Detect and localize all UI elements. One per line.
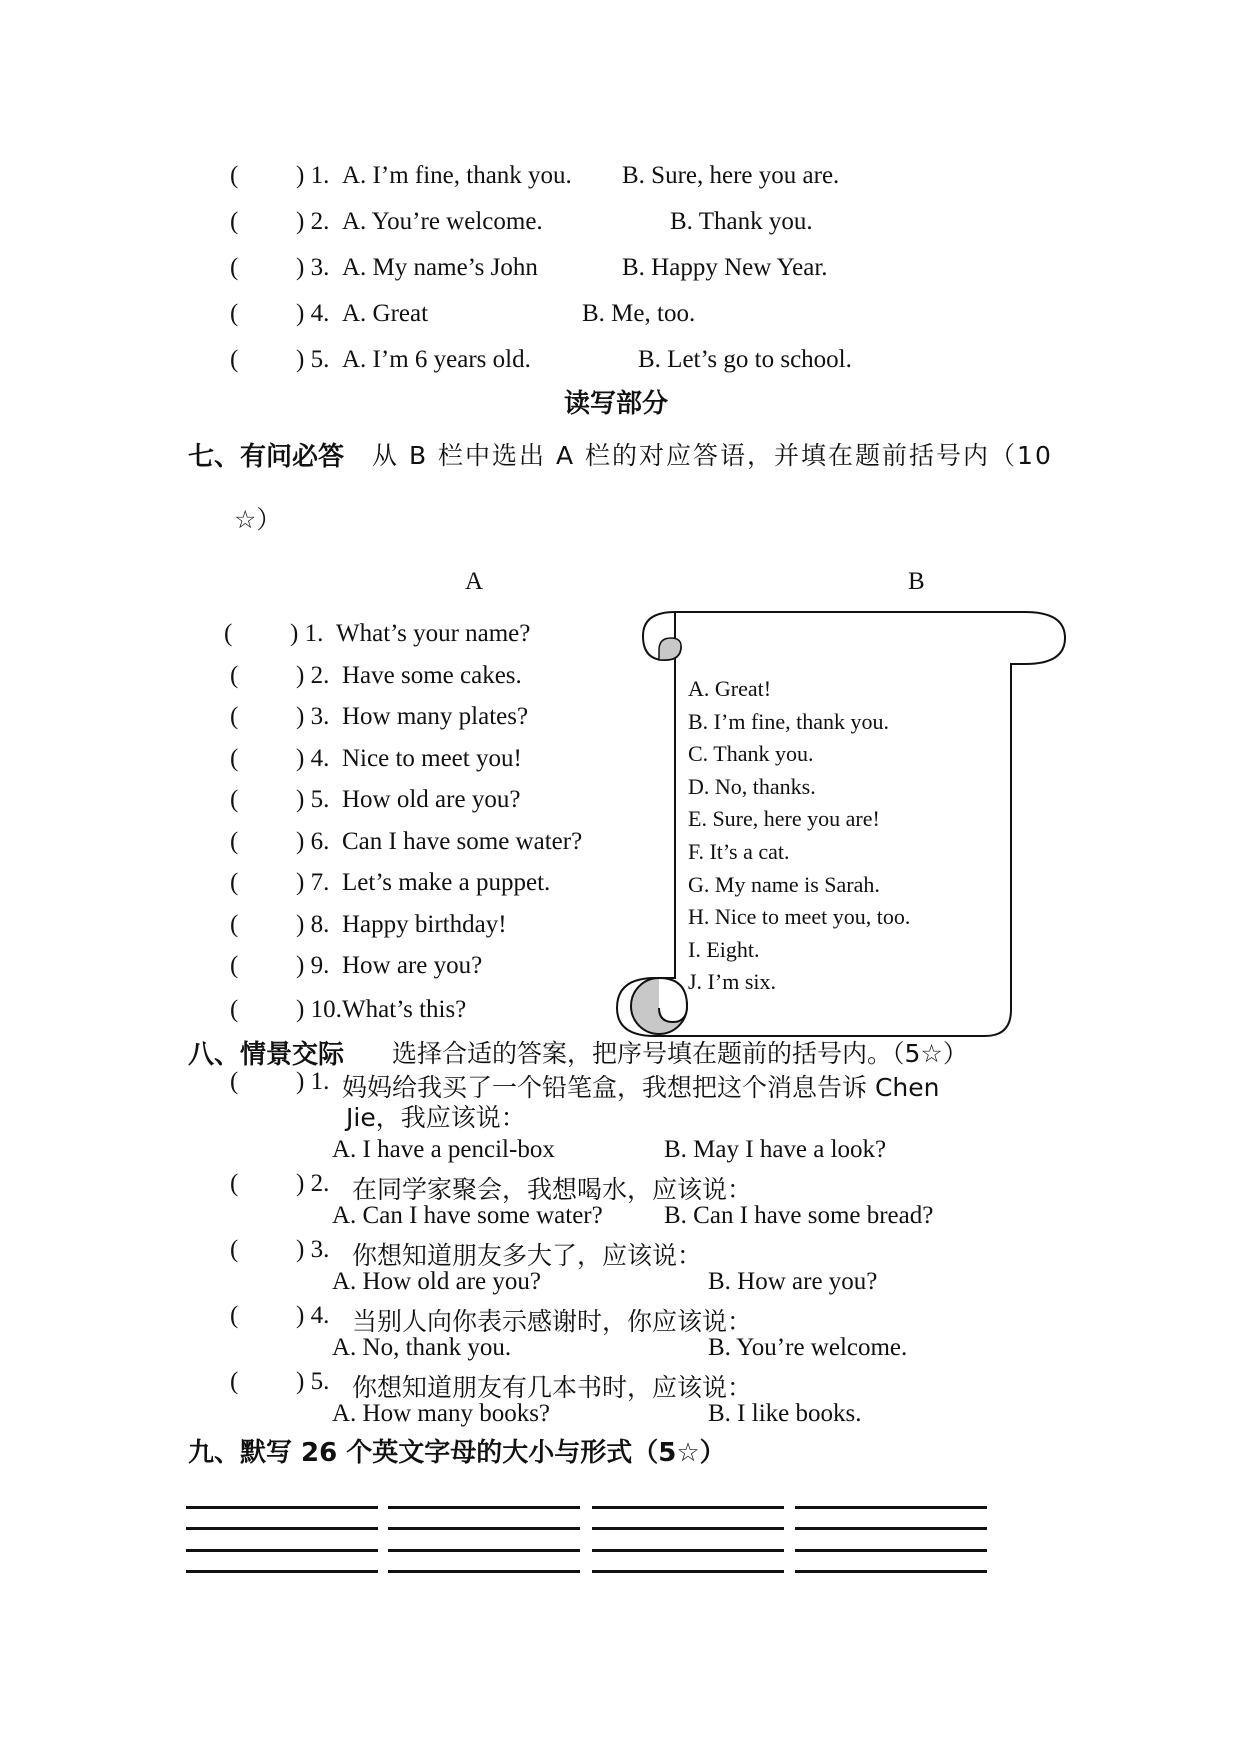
option-a: A. How old are you? [332,1268,541,1295]
question-row [224,620,674,654]
situation-item [230,1236,1110,1270]
answer-bracket-open[interactable]: ( [230,1068,239,1095]
answer-bracket-open[interactable]: ( [230,1170,239,1197]
option-b: B. How are you? [708,1268,878,1295]
option-b: B. Happy New Year. [622,254,828,281]
option-b: B. Can I have some bread? [664,1202,934,1229]
answer-option: F. It’s a cat. [688,839,790,864]
question-text: How are you? [342,952,483,979]
answer-bracket-open[interactable]: ( [230,1368,239,1395]
option-b: B. I like books. [708,1400,862,1427]
writing-line[interactable] [186,1549,378,1552]
situation-prompt: 你想知道朋友多大了，应该说： [352,1241,703,1270]
question-text: Nice to meet you! [342,745,522,772]
item-number: ) 4. [296,745,330,772]
writing-line[interactable] [795,1506,987,1509]
item-number: ) 2. [296,662,330,689]
question-row [230,662,680,696]
question-row [230,952,680,986]
answer-option: D. No, thanks. [688,773,816,799]
writing-line[interactable] [388,1570,580,1573]
option-b: B. Let’s go to school. [638,346,852,373]
answer-bracket-open[interactable]: ( [230,828,239,855]
section9-title: 九、默写 26 个英文字母的大小与形式（5☆） [188,1438,726,1468]
option-b: B. Sure, here you are. [622,162,840,189]
answer-bracket-open[interactable]: ( [230,703,239,730]
writing-line[interactable] [388,1506,580,1509]
answer-bracket-open[interactable]: ( [230,254,239,281]
answer-bracket-open[interactable]: ( [230,745,239,772]
item-number: ) 5. [296,346,330,373]
writing-line[interactable] [795,1570,987,1573]
question-row [230,996,680,1030]
item-number: ) 4. [296,300,330,327]
section7-instruction-cont: ☆） [234,505,282,534]
answer-option: J. I’m six. [688,969,776,995]
question-row [230,745,680,779]
writing-line[interactable] [186,1570,378,1573]
question-text: How many plates? [342,703,529,730]
item-number: ) 1. [296,162,330,189]
option-a: A. My name’s John [342,254,538,281]
writing-line[interactable] [592,1570,784,1573]
question-row [230,911,680,945]
option-a: A. No, thank you. [332,1334,512,1361]
option-a: A. I’m fine, thank you. [342,162,572,189]
section7-title: 七、有问必答 [188,442,345,472]
item-number: ) 4. [296,1302,330,1329]
answer-option: A. Great! [688,676,772,701]
situation-prompt: 你想知道朋友有几本书时，应该说： [352,1373,753,1402]
answer-bracket-open[interactable]: ( [230,1236,239,1263]
option-a: A. Great [342,300,429,327]
option-b: B. You’re welcome. [708,1334,908,1361]
item-number: ) 3. [296,254,330,281]
listening-row-3 [230,254,1130,288]
section8-title: 八、情景交际 [188,1040,345,1070]
item-number: ) 1. [296,1068,330,1095]
option-a: A. Can I have some water? [332,1202,603,1229]
question-row [230,828,680,862]
section8-instruction: 选择合适的答案，把序号填在题前的括号内。（5☆） [392,1039,968,1068]
writing-line[interactable] [388,1527,580,1530]
question-text: Happy birthday! [342,911,507,938]
answer-option: H. Nice to meet you, too. [688,904,911,930]
item-number: ) 3. [296,703,330,730]
question-text: What’s this? [342,996,467,1023]
option-b: B. Me, too. [582,300,696,327]
option-b: B. Thank you. [670,208,813,235]
situation-item [230,1302,1110,1336]
item-number: ) 3. [296,1236,330,1263]
question-row [230,869,680,903]
option-a: A. How many books? [332,1400,551,1427]
answer-option: B. I’m fine, thank you. [688,708,890,734]
answer-bracket-open[interactable]: ( [230,208,239,235]
writing-line[interactable] [186,1506,378,1509]
item-number: ) 10. [296,996,342,1023]
answer-bracket-open[interactable]: ( [230,1302,239,1329]
listening-row-1 [230,162,1130,196]
question-text: Can I have some water? [342,828,583,855]
answer-bracket-open[interactable]: ( [230,996,239,1023]
answer-option: E. Sure, here you are! [688,806,880,832]
listening-row-4 [230,300,1130,334]
column-a-header: A [465,568,484,595]
option-a: A. You’re welcome. [342,208,543,235]
item-number: ) 2. [296,208,330,235]
situation-prompt-cont: Jie，我应该说： [346,1103,526,1132]
answer-bracket-open[interactable]: ( [224,620,233,647]
answer-option: I. Eight. [688,936,760,962]
item-number: ) 6. [296,828,330,855]
option-a: A. I have a pencil-box [332,1136,555,1163]
section7-instruction: 从 B 栏中选出 A 栏的对应答语，并填在题前括号内（10 [372,441,1053,470]
question-text: Let’s make a puppet. [342,869,551,896]
answer-bracket-open[interactable]: ( [230,300,239,327]
question-text: How old are you? [342,786,521,813]
situation-item [230,1368,1110,1402]
item-number: ) 7. [296,869,330,896]
situation-item [230,1068,1110,1102]
answer-option: G. My name is Sarah. [688,871,880,897]
answer-bracket-open[interactable]: ( [230,786,239,813]
answer-bracket-open[interactable]: ( [230,162,239,189]
column-b-header: B [908,568,925,595]
writing-line[interactable] [388,1549,580,1552]
item-number: ) 2. [296,1170,330,1197]
item-number: ) 5. [296,786,330,813]
item-number: ) 5. [296,1368,330,1395]
writing-line[interactable] [592,1506,784,1509]
writing-line[interactable] [795,1527,987,1530]
writing-line[interactable] [592,1527,784,1530]
situation-prompt: 在同学家聚会，我想喝水，应该说： [352,1175,753,1204]
item-number: ) 9. [296,952,330,979]
item-number: ) 8. [296,911,330,938]
answer-bracket-open[interactable]: ( [230,346,239,373]
answer-bracket-open[interactable]: ( [230,952,239,979]
situation-prompt: 妈妈给我买了一个铅笔盒，我想把这个消息告诉 Chen [342,1073,940,1102]
rw-heading: 读写部分 [564,389,669,419]
question-text: Have some cakes. [342,662,522,689]
question-row [230,786,680,820]
question-text: What’s your name? [336,620,531,647]
option-a: A. I’m 6 years old. [342,346,531,373]
situation-item [230,1170,1110,1204]
situation-prompt: 当别人向你表示感谢时，你应该说： [352,1307,753,1336]
option-b: B. May I have a look? [664,1136,887,1163]
listening-row-5 [230,346,1130,380]
answer-option: C. Thank you. [688,741,814,767]
answer-bracket-open[interactable]: ( [230,662,239,689]
writing-line[interactable] [186,1527,378,1530]
answer-bracket-open[interactable]: ( [230,911,239,938]
writing-line[interactable] [795,1549,987,1552]
question-row [230,703,680,737]
item-number: ) 1. [290,620,324,647]
listening-row-2 [230,208,1130,242]
answer-bracket-open[interactable]: ( [230,869,239,896]
writing-line[interactable] [592,1549,784,1552]
